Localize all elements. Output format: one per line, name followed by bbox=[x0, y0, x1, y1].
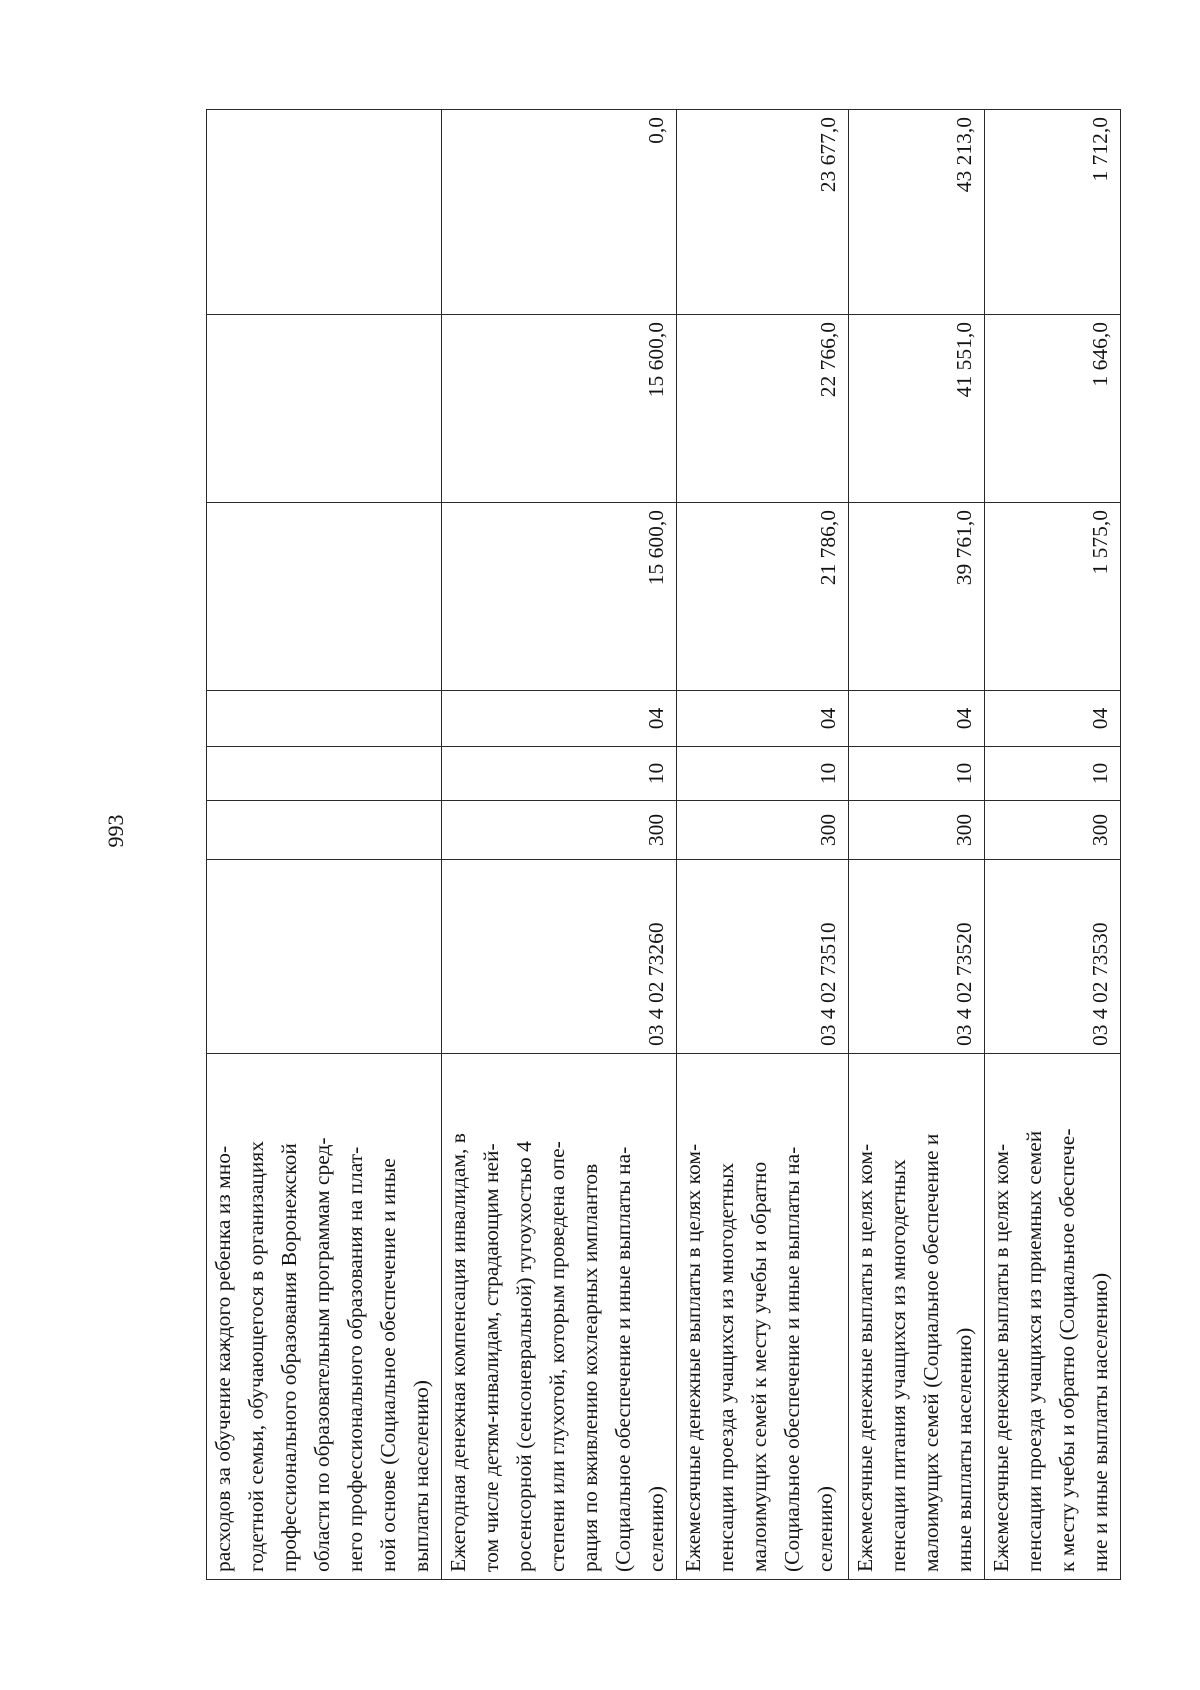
section-code bbox=[207, 747, 442, 801]
description-line: том числе детям-инвалидам, страдающим ней- bbox=[479, 1143, 503, 1572]
amount-year-2 bbox=[207, 315, 442, 503]
description-line: выплаты населению) bbox=[409, 1380, 433, 1572]
description-line: годетной семьи, обучающегося в организациях bbox=[244, 1140, 268, 1572]
amount-year-2: 41 551,0 bbox=[849, 315, 985, 503]
subsection-code: 04 bbox=[985, 691, 1121, 747]
description-line: рация по вживлению кохлеарных имплантов bbox=[578, 1163, 602, 1572]
description-line: селению) bbox=[644, 1486, 668, 1572]
amount-year-1: 1 575,0 bbox=[985, 503, 1121, 691]
description-line: степени или глухотой, которым проведена опе- bbox=[545, 1141, 569, 1572]
description-line: него профессионального образования на плат- bbox=[343, 1146, 367, 1572]
section-code: 10 bbox=[677, 747, 849, 801]
description-line: Ежемесячные денежные выплаты в целях ком- bbox=[853, 1143, 877, 1572]
amount-year-3: 1 712,0 bbox=[985, 110, 1121, 315]
description-line: иные выплаты населению) bbox=[952, 1327, 976, 1572]
amount-year-1: 39 761,0 bbox=[849, 503, 985, 691]
amount-year-3: 43 213,0 bbox=[849, 110, 985, 315]
section-code: 10 bbox=[985, 747, 1121, 801]
table-row bbox=[677, 110, 849, 1580]
subsection-code bbox=[207, 691, 442, 747]
description-line: малоимущих семей к месту учебы и обратно bbox=[747, 1161, 771, 1572]
budget-table bbox=[206, 109, 1121, 1580]
description-line: (Социальное обеспечение и иные выплаты на- bbox=[611, 1146, 635, 1572]
target-article-code: 03 4 02 73510 bbox=[677, 860, 849, 1054]
amount-year-2: 15 600,0 bbox=[442, 315, 677, 503]
description-line: профессионального образования Воронежской bbox=[277, 1143, 301, 1572]
target-article-code: 03 4 02 73260 bbox=[442, 860, 677, 1054]
subsection-code: 04 bbox=[442, 691, 677, 747]
expense-type-code: 300 bbox=[442, 801, 677, 860]
expense-type-code: 300 bbox=[849, 801, 985, 860]
description-line: к месту учебы и обратно (Социальное обеспече- bbox=[1055, 1128, 1079, 1572]
target-article-code: 03 4 02 73530 bbox=[985, 860, 1121, 1054]
target-article-code: 03 4 02 73520 bbox=[849, 860, 985, 1054]
amount-year-1: 15 600,0 bbox=[442, 503, 677, 691]
section-code: 10 bbox=[442, 747, 677, 801]
expense-type-code bbox=[207, 801, 442, 860]
amount-year-1: 21 786,0 bbox=[677, 503, 849, 691]
row-description bbox=[442, 1054, 677, 1580]
subsection-code: 04 bbox=[677, 691, 849, 747]
amount-year-1 bbox=[207, 503, 442, 691]
table-row bbox=[849, 110, 985, 1580]
description-line: ние и иные выплаты населению) bbox=[1088, 1272, 1112, 1572]
section-code: 10 bbox=[849, 747, 985, 801]
budget-table-sheet bbox=[206, 110, 1126, 1580]
expense-type-code: 300 bbox=[677, 801, 849, 860]
row-description bbox=[677, 1054, 849, 1580]
row-description bbox=[207, 1054, 442, 1580]
amount-year-3: 23 677,0 bbox=[677, 110, 849, 315]
amount-year-2: 1 646,0 bbox=[985, 315, 1121, 503]
description-line: селению) bbox=[813, 1486, 837, 1572]
amount-year-2: 22 766,0 bbox=[677, 315, 849, 503]
description-line: пенсации питания учащихся из многодетных bbox=[886, 1159, 910, 1572]
description-line: (Социальное обеспечение и иные выплаты на- bbox=[780, 1146, 804, 1572]
description-line: области по образовательным программам сред- bbox=[310, 1137, 334, 1572]
description-line: Ежемесячные денежные выплаты в целях ком- bbox=[989, 1143, 1013, 1572]
description-line: малоимущих семей (Социальное обеспечение и bbox=[919, 1133, 943, 1572]
table-row bbox=[985, 110, 1121, 1580]
description-line: пенсации проезда учащихся из многодетных bbox=[714, 1162, 738, 1572]
description-line: пенсации проезда учащихся из приемных семей bbox=[1022, 1130, 1046, 1572]
description-line: Ежегодная денежная компенсация инвалидам, в bbox=[446, 1133, 470, 1572]
description-line: росенсорной (сенсоневральной) тугоухостью 4 bbox=[512, 1141, 536, 1572]
page-number: 993 bbox=[103, 814, 128, 848]
description-line: расходов за обучение каждого ребенка из мно- bbox=[211, 1145, 235, 1572]
table-row bbox=[442, 110, 677, 1580]
target-article-code bbox=[207, 860, 442, 1054]
amount-year-3: 0,0 bbox=[442, 110, 677, 315]
amount-year-3 bbox=[207, 110, 442, 315]
description-line: Ежемесячные денежные выплаты в целях ком- bbox=[681, 1143, 705, 1572]
row-description bbox=[849, 1054, 985, 1580]
rotated-table-area bbox=[206, 110, 1126, 1580]
subsection-code: 04 bbox=[849, 691, 985, 747]
row-description bbox=[985, 1054, 1121, 1580]
expense-type-code: 300 bbox=[985, 801, 1121, 860]
description-line: ной основе (Социальное обеспечение и иные bbox=[376, 1158, 400, 1572]
table-row bbox=[207, 110, 442, 1580]
